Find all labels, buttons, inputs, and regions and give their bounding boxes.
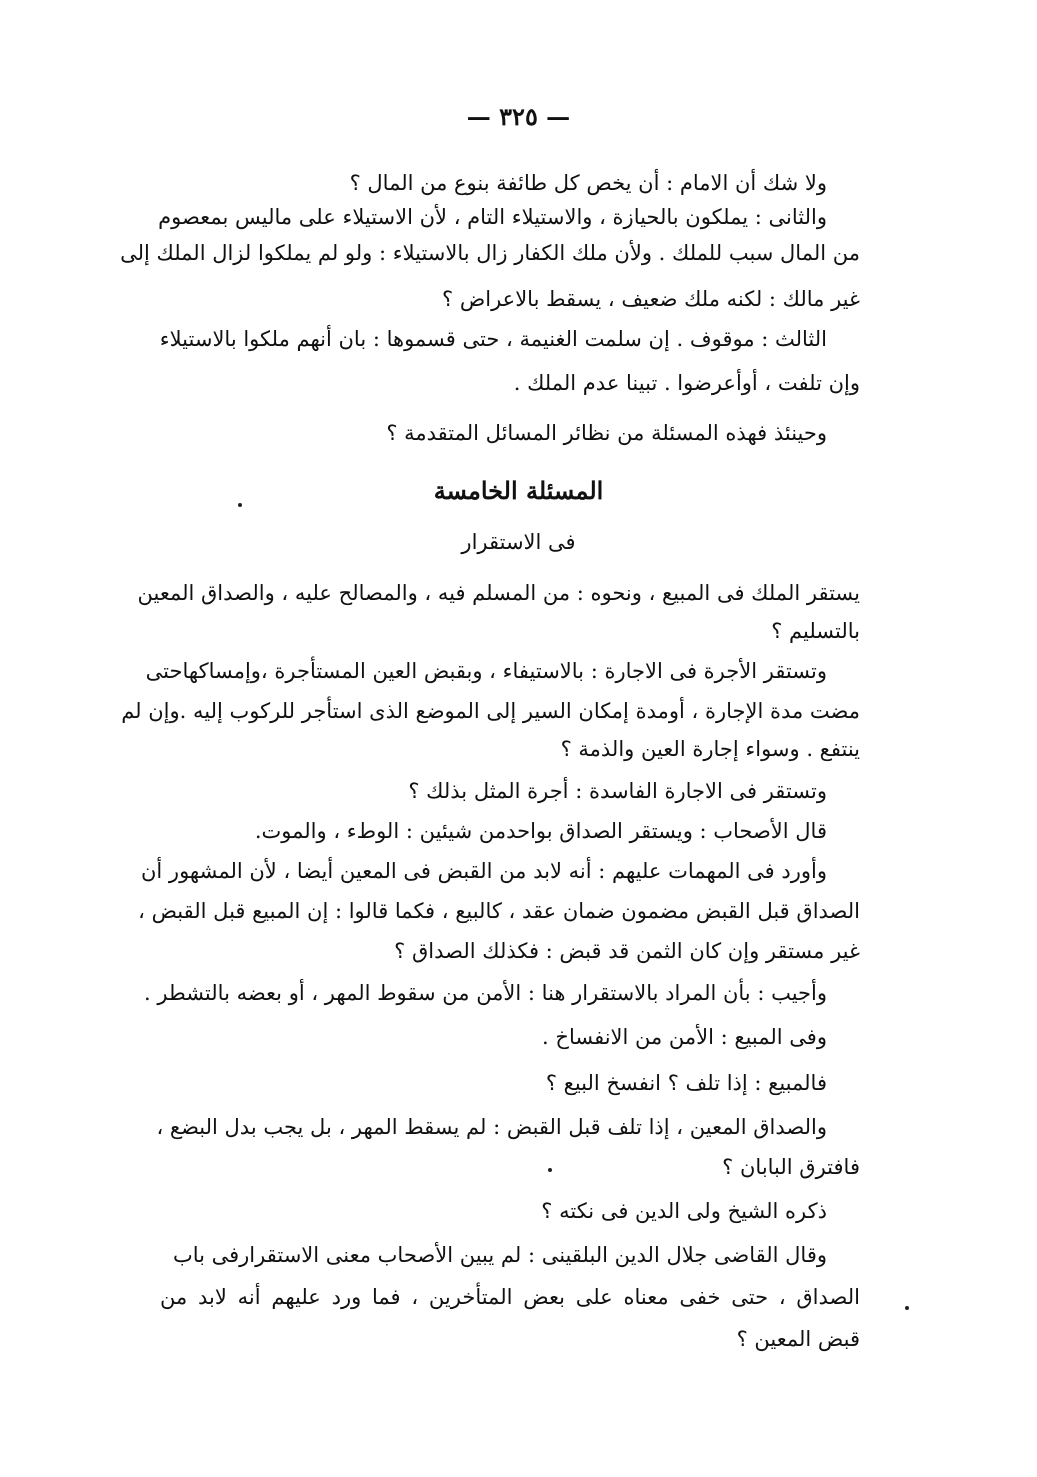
scan-speck xyxy=(905,1306,909,1310)
text-line: وتستقر فى الاجارة الفاسدة : أجرة المثل بذلك ؟ xyxy=(408,779,827,803)
text-line: وإن تلفت ، أوأعرضوا . تبينا عدم الملك . xyxy=(513,371,860,395)
text-line: وحينئذ فهذه المسئلة من نظائر المسائل المتقدمة ؟ xyxy=(386,421,827,445)
text-line: وأورد فى المهمات عليهم : أنه لابد من القبض فى المعين أيضا ، لأن المشهور أن xyxy=(141,859,827,883)
text-line: الصداق ، حتى خفى معناه على بعض المتأخرين ، فما ورد عليهم أنه لابد من xyxy=(160,1285,860,1309)
text-line: ذكره الشيخ ولى الدين فى نكته ؟ xyxy=(541,1199,827,1223)
text-line: وتستقر الأجرة فى الاجارة : بالاستيفاء ، وبقبض العين المستأجرة ،وإمساكهاحتى xyxy=(145,659,827,683)
text-line: قال الأصحاب : ويستقر الصداق بواحدمن شيئين : الوطء ، والموت. xyxy=(254,819,827,843)
text-line: قبض المعين ؟ xyxy=(736,1327,860,1351)
text-line: وأجيب : بأن المراد بالاستقرار هنا : الأمن من سقوط المهر ، أو بعضه بالتشطر . xyxy=(144,981,827,1005)
text-line: والصداق المعين ، إذا تلف قبل القبض : لم يسقط المهر ، بل يجب بدل البضع ، xyxy=(156,1115,827,1139)
text-line: والثانى : يملكون بالحيازة ، والاستيلاء التام ، لأن الاستيلاء على ماليس بمعصوم xyxy=(158,205,827,229)
text-line: فالمبيع : إذا تلف ؟ انفسخ البيع ؟ xyxy=(545,1071,827,1095)
text-line: غير مستقر وإن كان الثمن قد قبض : فكذلك الصداق ؟ xyxy=(394,939,860,963)
text-line: وفى المبيع : الأمن من الانفساخ . xyxy=(542,1025,827,1049)
text-line: الثالث : موقوف . إن سلمت الغنيمة ، حتى قسموها : بان أنهم ملكوا بالاستيلاء xyxy=(159,327,827,351)
text-line: يستقر الملك فى المبيع ، ونحوه : من المسلم فيه ، والمصالح عليه ، والصداق المعين xyxy=(137,581,860,605)
scan-speck xyxy=(548,1168,552,1172)
text-line: وقال القاضى جلال الدين البلقينى : لم يبين الأصحاب معنى الاستقرارفى باب xyxy=(172,1243,827,1267)
text-line: فافترق البابان ؟ xyxy=(722,1155,860,1179)
page-number: — ٣٢٥ — xyxy=(466,102,571,131)
text-line: غير مالك : لكنه ملك ضعيف ، يسقط بالاعراض ؟ xyxy=(442,287,860,311)
text-line: ولا شك أن الامام : أن يخص كل طائفة بنوع من المال ؟ xyxy=(349,171,827,195)
text-line: ينتفع . وسواء إجارة العين والذمة ؟ xyxy=(560,737,860,761)
scan-speck xyxy=(238,503,242,507)
section-subheading: فى الاستقرار xyxy=(461,530,576,554)
text-line: الصداق قبل القبض مضمون ضمان عقد ، كالبيع ، فكما قالوا : إن المبيع قبل القبض ، xyxy=(138,899,860,923)
text-line: مضت مدة الإجارة ، أومدة إمكان السير إلى الموضع الذى استأجر للركوب إليه .وإن لم xyxy=(121,699,860,723)
section-heading: المسئلة الخامسة xyxy=(433,476,604,505)
text-line: من المال سبب للملك . ولأن ملك الكفار زال بالاستيلاء : ولو لم يملكوا لزال الملك إلى xyxy=(120,241,860,265)
text-line: بالتسليم ؟ xyxy=(771,619,860,643)
